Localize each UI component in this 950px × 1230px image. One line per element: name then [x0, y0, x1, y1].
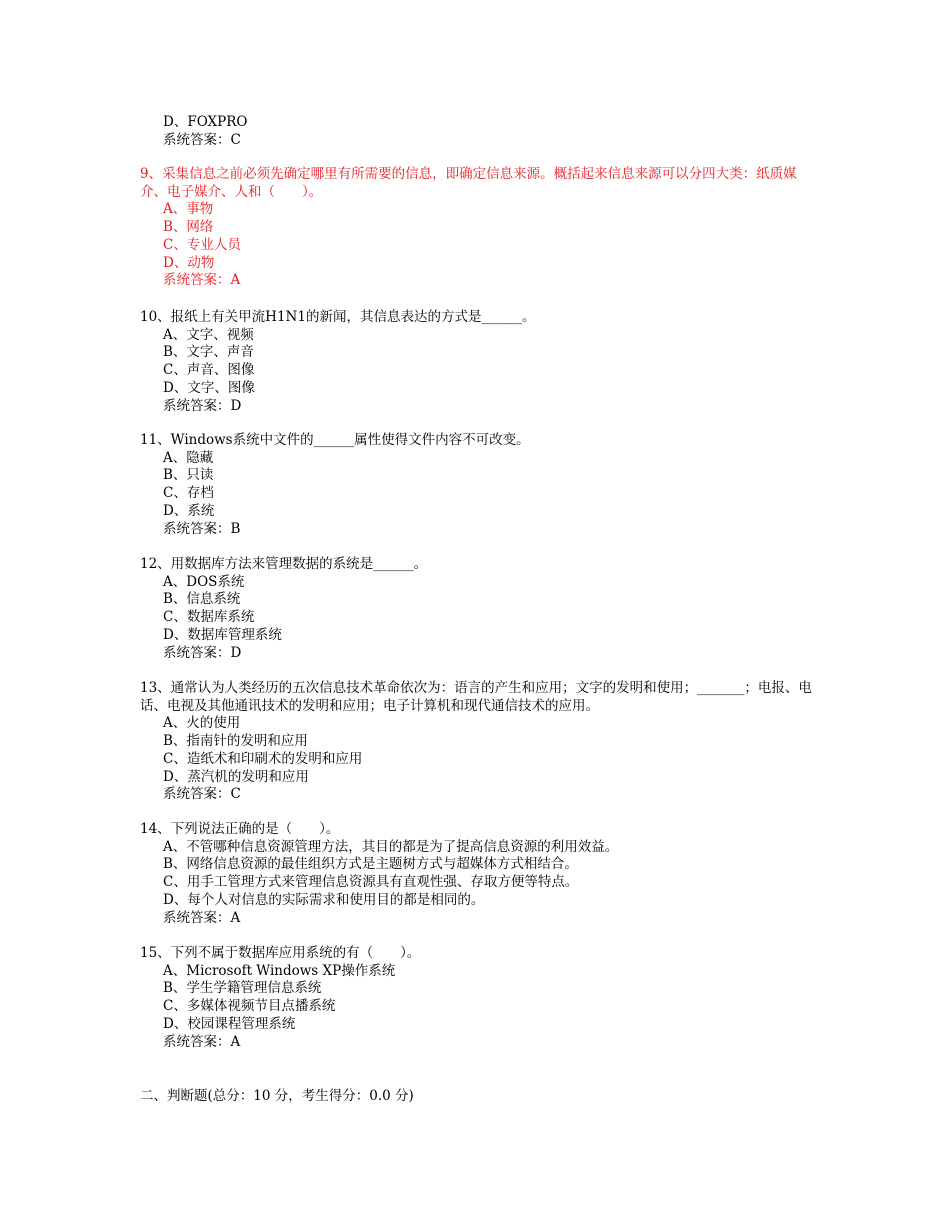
option-a: A、Microsoft Windows XP操作系统	[163, 962, 396, 979]
option-a: A、文字、视频	[163, 326, 254, 343]
option-d: D、数据库管理系统	[163, 626, 282, 643]
option-d: D、文字、图像	[163, 379, 255, 396]
option-b: B、文字、声音	[163, 344, 254, 361]
option-a: A、隐藏	[163, 449, 214, 466]
question-8-tail	[140, 114, 812, 149]
option-a: A、事物	[163, 201, 214, 218]
system-answer: 系统答案：C	[163, 131, 241, 148]
option-c: C、声音、图像	[163, 362, 255, 379]
option-c: C、专业人员	[163, 236, 241, 253]
option-d: D、蒸汽机的发明和应用	[163, 768, 309, 785]
system-answer: 系统答案：C	[163, 786, 241, 803]
option-c: C、用手工管理方式来管理信息资源具有直观性强、存取方便等特点。	[163, 874, 579, 891]
option-b: B、只读	[163, 467, 214, 484]
option-a: A、DOS系统	[163, 573, 245, 590]
question-text: 11、Windows系统中文件的______属性使得文件内容不可改变。	[140, 432, 530, 448]
option-d: D、动物	[163, 254, 215, 271]
option-b: B、信息系统	[163, 591, 241, 608]
question-12	[140, 556, 812, 662]
option-a: A、火的使用	[163, 715, 241, 732]
question-14	[140, 821, 812, 927]
question-11	[140, 432, 812, 538]
option-d: D、校园课程管理系统	[163, 1015, 296, 1032]
option-c: C、造纸术和印刷术的发明和应用	[163, 750, 363, 767]
option-b: B、网络信息资源的最佳组织方式是主题树方式与超媒体方式相结合。	[163, 856, 578, 873]
option-a: A、不管哪种信息资源管理方法，其目的都是为了提高信息资源的利用效益。	[163, 838, 619, 855]
section-2-heading: 二、判断题(总分：10 分，考生得分：0.0 分)	[140, 1088, 414, 1104]
question-13	[140, 680, 812, 804]
question-text: 15、下列不属于数据库应用系统的有（ ）。	[140, 945, 421, 961]
option-c: C、多媒体视频节目点播系统	[163, 998, 336, 1015]
question-text: 12、用数据库方法来管理数据的系统是______。	[140, 556, 428, 572]
system-answer: 系统答案：A	[163, 909, 241, 926]
question-10	[140, 309, 812, 415]
question-text: 9、采集信息之前必须先确定哪里有所需要的信息，即确定信息来源。概括起来信息来源可以分四大类：纸质媒介、电子媒介、人和（ ）。	[140, 166, 797, 200]
system-answer: 系统答案：A	[163, 1033, 241, 1050]
question-text: 13、通常认为人类经历的五次信息技术革命依次为：语言的产生和应用；文字的发明和使用；_______；电报、电话、电视及其他通讯技术的发明和应用；电子计算机和现代通信技术的应用。	[140, 680, 812, 714]
question-15	[140, 945, 812, 1051]
option-d: D、每个人对信息的实际需求和使用目的都是相同的。	[163, 891, 485, 908]
system-answer: 系统答案：D	[163, 397, 242, 414]
system-answer: 系统答案：B	[163, 520, 241, 537]
question-text: 10、报纸上有关甲流H1N1的新闻，其信息表达的方式是______。	[140, 309, 536, 325]
option-c: C、存档	[163, 485, 214, 502]
option-b: B、网络	[163, 219, 214, 236]
option-b: B、指南针的发明和应用	[163, 733, 308, 750]
system-answer: 系统答案：A	[163, 272, 241, 289]
option-c: C、数据库系统	[163, 609, 255, 626]
option-d: D、FOXPRO	[163, 114, 248, 130]
question-9	[140, 166, 812, 290]
system-answer: 系统答案：D	[163, 644, 242, 661]
option-b: B、学生学籍管理信息系统	[163, 980, 322, 997]
option-d: D、系统	[163, 502, 215, 519]
question-text: 14、下列说法正确的是（ ）。	[140, 821, 340, 837]
